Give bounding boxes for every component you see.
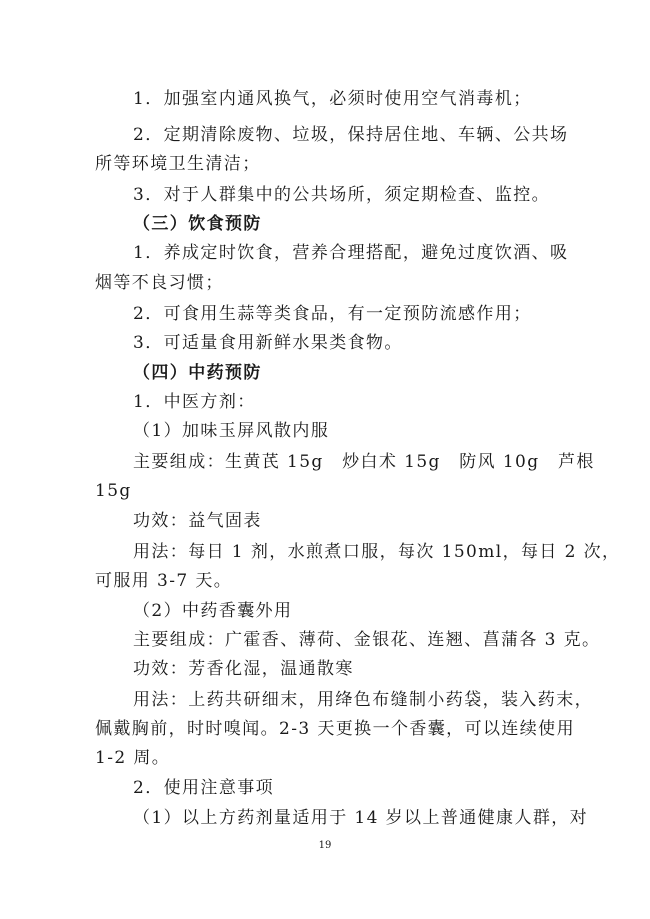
paragraph-line: 2．可食用生蒜等类食品，有一定预防流感作用； bbox=[133, 304, 532, 324]
paragraph-line: 烟等不良习惯； bbox=[95, 273, 224, 293]
paragraph-line: 主要组成：生黄芪 15g 炒白术 15g 防风 10g 芦根 bbox=[133, 452, 595, 472]
paragraph-line: 佩戴胸前，时时嗅闻。2-3 天更换一个香囊，可以连续使用 bbox=[95, 719, 575, 739]
page-number: 19 bbox=[318, 840, 332, 851]
paragraph-line: （1）以上方药剂量适用于 14 岁以上普通健康人群，对 bbox=[133, 808, 589, 828]
subheading-line: （1）加味玉屏风散内服 bbox=[133, 421, 330, 441]
paragraph-line: 3．可适量食用新鲜水果类食物。 bbox=[133, 333, 403, 353]
paragraph-line: 可服用 3-7 天。 bbox=[95, 571, 233, 591]
section-heading: （四）中药预防 bbox=[133, 363, 262, 383]
paragraph-line: 用法：每日 1 剂，水煎煮口服，每次 150ml，每日 2 次， bbox=[133, 542, 621, 562]
paragraph-line: 用法：上药共研细末，用绛色布缝制小药袋，装入药末， bbox=[133, 690, 593, 710]
paragraph-line: 1．加强室内通风换气，必须时使用空气消毒机； bbox=[133, 89, 532, 109]
paragraph-line: 15g bbox=[95, 481, 132, 501]
paragraph-line: 2．使用注意事项 bbox=[133, 778, 275, 798]
paragraph-line: 1．养成定时饮食，营养合理搭配，避免过度饮酒、吸 bbox=[133, 243, 569, 263]
paragraph-line: 功效：芳香化湿，温通散寒 bbox=[133, 659, 354, 679]
paragraph-line: 主要组成：广霍香、薄荷、金银花、连翘、菖蒲各 3 克。 bbox=[133, 630, 601, 650]
paragraph-line: 3．对于人群集中的公共场所，须定期检查、监控。 bbox=[133, 185, 551, 205]
paragraph-line: 1．中医方剂： bbox=[133, 392, 256, 412]
paragraph-line: 功效：益气固表 bbox=[133, 511, 262, 531]
section-heading: （三）饮食预防 bbox=[133, 214, 262, 234]
paragraph-line: 1-2 周。 bbox=[95, 748, 171, 768]
paragraph-line: 所等环境卫生清洁； bbox=[95, 154, 261, 174]
subheading-line: （2）中药香囊外用 bbox=[133, 601, 293, 621]
paragraph-line: 2．定期清除废物、垃圾，保持居住地、车辆、公共场 bbox=[133, 125, 569, 145]
